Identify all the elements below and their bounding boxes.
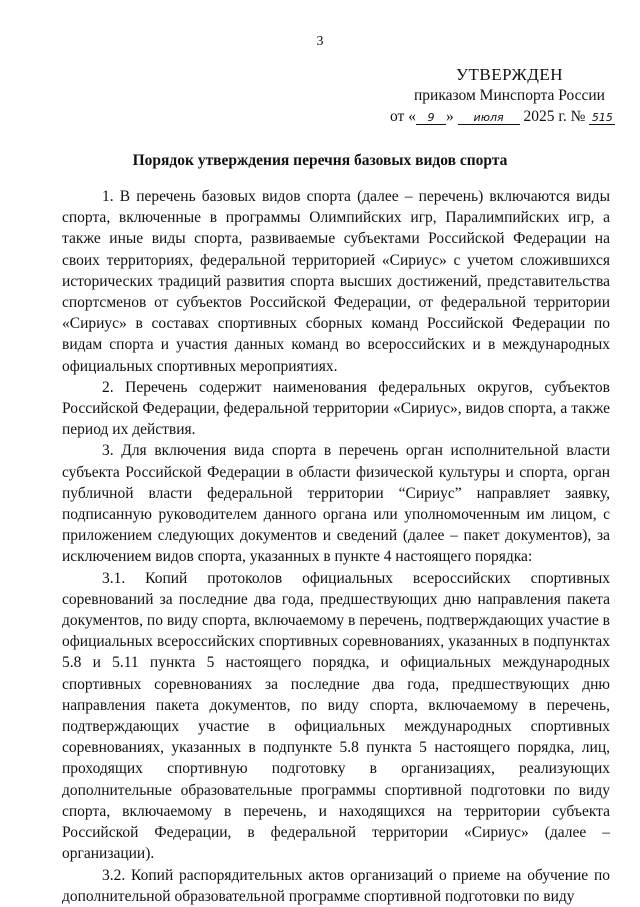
- paragraph-3-2: 3.2. Копий распорядительных актов организаций о приеме на обучение по дополнительной образовательной программе спортивной подготовки по виду: [62, 866, 610, 905]
- handwritten-day: 9: [416, 112, 446, 125]
- document-body: [62, 186, 610, 907]
- paragraph-2: 2. Перечень содержит наименования федеральных округов, субъектов Российской Федерации, федеральной территории «Сириус», видов спорта, а также период их действия.: [62, 378, 610, 439]
- document-title: Порядок утверждения перечня базовых видов спорта: [132, 152, 508, 169]
- paragraph-1: 1. В перечень базовых видов спорта (далее – перечень) включаются виды спорта, включенные в программы Олимпийских игр, Паралимпийских игр, а также иные виды спорта, развиваемые субъектами Российской Федерации на своих территориях, федеральной территорией «Сириус» с учетом сложившихся исторических традиций развития спорта высших достижений, представительства спортсменов от субъектов Российской Федерации, от федеральной территории «Сириус» в составах спортивных сборных команд Российской Федерации по видам спорта и участия данных команд во всероссийских и в международных официальных спортивных мероприятиях.: [62, 188, 610, 375]
- approval-date-line: [390, 106, 620, 127]
- date-prefix: от «: [390, 108, 416, 125]
- handwritten-order-number: 515: [589, 112, 615, 125]
- approval-title: УТВЕРЖДЕН: [456, 65, 563, 84]
- date-mid: »: [445, 108, 454, 125]
- approval-stamp: [390, 64, 620, 127]
- handwritten-month: июля: [458, 112, 520, 125]
- year-text: 2025 г. №: [523, 108, 586, 125]
- approval-order-line: приказом Минспорта России: [414, 87, 605, 104]
- paragraph-3: 3. Для включения вида спорта в перечень орган исполнительной власти субъекта Российской Федерации в области физической культуры и спорта, орган публичной власти федеральной территории “Сириус” направляет заявку, подписанную руководителем данного органа или уполномоченным им лицом, с приложением следующих документов и сведений (далее – пакет документов), за исключением видов спорта, указанных в пункте 4 настоящего порядка:: [62, 442, 610, 566]
- page-number: 3: [316, 34, 324, 49]
- paragraph-3-1: 3.1. Копий протоколов официальных всероссийских спортивных соревнований за последние два года, предшествующих дню направления пакета документов, по виду спорта, включаемому в перечень, подтверждающих участие в официальных всероссийских спортивных соревнованиях, указанных в подпунктах 5.8 и 5.11 пункта 5 настоящего порядка, и официальных международных спортивных соревнованиях за последние два года, предшествующих дню направления пакета документов, по виду спорта, включаемому в перечень, подтверждающих участие в официальных международных спортивных соревнованиях, указанных в подпункте 5.8 пункта 5 настоящего порядка, лиц, проходящих спортивную подготовку в организациях, реализующих дополнительные образовательные программы спортивной подготовки по виду спорта, включаемому в перечень, и находящихся на территории субъекта Российской Федерации, в федеральной территории «Сириус» (далее – организации).: [62, 569, 610, 863]
